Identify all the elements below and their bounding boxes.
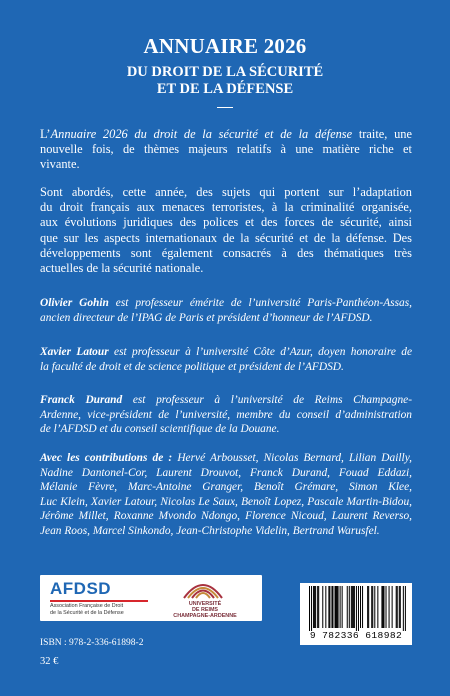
barcode-bar	[403, 586, 404, 631]
book-subtitle-line2: ET DE LA DÉFENSE	[156, 81, 294, 97]
urca-emblem-icon	[180, 578, 226, 600]
author-bio-durand	[40, 393, 412, 437]
barcode-digits: 9 782336 618982	[309, 630, 403, 641]
barcode-bar	[337, 586, 338, 628]
barcode-bar	[358, 586, 359, 631]
barcode-bar	[315, 586, 316, 628]
barcode-bar	[338, 586, 339, 628]
author-bio-line: la faculté de droit et de science politique et président de l’AFDSD.	[40, 360, 344, 373]
contributors-list	[40, 451, 412, 539]
afdsd-logo-subtitle	[50, 603, 124, 616]
barcode-bar	[377, 586, 378, 628]
barcode-bar	[405, 586, 406, 631]
author-bio-line: Ardenne, vice-président de l’université, membre du conseil d’administration	[40, 408, 412, 421]
afdsd-sub-line1: Association Française de Droit	[50, 603, 124, 609]
author-name: Franck Durand	[40, 394, 123, 406]
author-bio-line	[40, 345, 412, 360]
barcode-bar	[342, 586, 343, 628]
barcode-bar	[314, 586, 315, 628]
author-name: Olivier Gohin	[40, 297, 109, 309]
barcode-bar	[322, 586, 323, 628]
afdsd-logo-bar	[50, 600, 148, 602]
barcode-bar	[399, 586, 400, 628]
barcode-bar	[340, 586, 341, 628]
isbn: ISBN : 978-2-336-61898-2	[40, 638, 144, 648]
author-bio-text: est professeur à l’université Côte d’Azur, doyen honoraire de	[108, 346, 412, 358]
afdsd-sub-line2: de la Sécurité et de la Défense	[50, 609, 124, 616]
author-name: Xavier Latour	[40, 346, 109, 358]
barcode-bar	[396, 586, 397, 628]
barcode-bar	[318, 586, 319, 628]
barcode-bar	[325, 586, 326, 628]
barcode-bar	[382, 586, 383, 628]
barcode-bar	[400, 586, 401, 628]
barcode-bars	[300, 583, 412, 631]
intro-p2-line: aux évolutions juridiques des polices et des forces de sécurité, ainsi	[40, 215, 412, 230]
barcode-bar	[328, 586, 329, 628]
intro-paragraph-1	[40, 127, 412, 173]
barcode-bar	[309, 586, 310, 631]
title-divider	[217, 107, 233, 108]
urca-logo-line2: DE REIMS	[191, 607, 219, 613]
barcode-bar	[311, 586, 312, 631]
urca-logo-line3: CHAMPAGNE-ARDENNE	[173, 613, 237, 619]
contributors-line: Nadine Dantonel-Cor, Laurent Drouvot, Franck Durand, Fouad Eddazi,	[40, 466, 412, 479]
barcode-bar	[353, 586, 354, 628]
barcode-bar	[331, 586, 332, 628]
barcode-bar	[360, 586, 361, 628]
barcode-bar	[362, 586, 363, 628]
barcode-bar	[347, 586, 348, 628]
price: 32 €	[40, 656, 59, 667]
author-bio-line	[40, 393, 412, 408]
book-subtitle-line1: DU DROIT DE LA SÉCURITÉ	[126, 64, 324, 80]
intro-p1-prefix: L’	[40, 127, 51, 141]
barcode-bar	[335, 586, 336, 628]
author-bio-text: est professeur à l’université de Reims Champagne-	[122, 394, 412, 406]
barcode-bar	[367, 586, 368, 628]
barcode-bar	[356, 586, 357, 631]
barcode-bar	[389, 586, 390, 628]
intro-p1-line3: vivante.	[40, 157, 80, 172]
author-bio-line: de l’AFDSD et du conseil scientifique de la Douane.	[40, 423, 280, 436]
barcode-bar	[397, 586, 398, 628]
barcode-bar	[352, 586, 353, 628]
barcode-bar	[332, 586, 333, 628]
intro-p1-line2: nouvelle fois, de thèmes majeurs relatifs à une matière riche et	[40, 142, 412, 157]
afdsd-logo: AFDSD	[50, 579, 112, 598]
barcode-bar	[392, 586, 393, 628]
barcode-bar	[383, 586, 384, 628]
author-bio-line: ancien directeur de l’IPAG de Paris et président d’honneur de l’AFDSD.	[40, 311, 373, 324]
contributors-line: Jean Roos, Marcel Sinkondo, Jean-Christophe Videlin, Bertrand Warusfel.	[40, 524, 380, 537]
barcode-bar	[351, 586, 352, 628]
intro-p2-line: que sur les aspects internationaux de la sécurité et de la défense. Des	[40, 230, 412, 245]
intro-p1-book-title: Annuaire 2026 du droit de la sécurité et de la défense	[50, 127, 353, 141]
barcode-bar	[386, 586, 387, 628]
author-bio-gohin	[40, 296, 412, 325]
barcode-bar	[371, 586, 372, 628]
author-bio-line	[40, 296, 412, 311]
barcode-bar	[372, 586, 373, 628]
intro-p2-line: développements sont également consacrés à des thématiques très	[40, 245, 412, 260]
author-bio-text: est professeur émérite de l’université Paris-Panthéon-Assas,	[108, 297, 412, 309]
barcode-bar	[329, 586, 330, 628]
urca-logo-line1: UNIVERSITÉ	[188, 601, 222, 607]
intro-p1-rest: traite, une	[352, 127, 412, 141]
contributors-line: Luc Klein, Xavier Latour, Nicolas Le Saux, Benoît Lopez, Pascale Martin-Bidou,	[40, 495, 412, 508]
barcode-bar	[368, 586, 369, 628]
barcode-bar	[336, 586, 337, 628]
contributors-label: Avec les contributions de :	[40, 452, 173, 464]
barcode-bar	[374, 586, 375, 628]
contributors-line: Jérôme Millet, Roxanne Mvondo Ndongo, Florence Nicoud, Laurent Reverso,	[40, 510, 412, 523]
intro-p2-line: actuelles de la sécurité nationale.	[40, 261, 204, 276]
barcode	[300, 583, 412, 645]
contributors-text: Hervé Arbousset, Nicolas Bernard, Lilian Dailly,	[172, 452, 412, 464]
barcode-bar	[381, 586, 382, 628]
barcode-bar	[313, 586, 314, 628]
book-title: ANNUAIRE 2026	[143, 34, 307, 58]
intro-p1-line1	[40, 127, 412, 142]
author-bio-latour	[40, 345, 412, 374]
intro-p2-line: du droit français aux menaces terroristes, à la criminalité organisée,	[40, 200, 412, 215]
intro-p2-line: Sont abordés, cette année, des sujets qui portent sur l’adaptation	[40, 185, 412, 199]
barcode-bar	[349, 586, 350, 628]
partner-logos	[40, 575, 262, 621]
intro-paragraph-2	[40, 185, 412, 276]
contributors-line: Mélanie Fèvre, Marc-Antoine Granger, Benoît Grémare, Simon Klee,	[40, 481, 412, 494]
contributors-line	[40, 451, 412, 466]
barcode-bar	[317, 586, 318, 628]
barcode-bar	[354, 586, 355, 628]
